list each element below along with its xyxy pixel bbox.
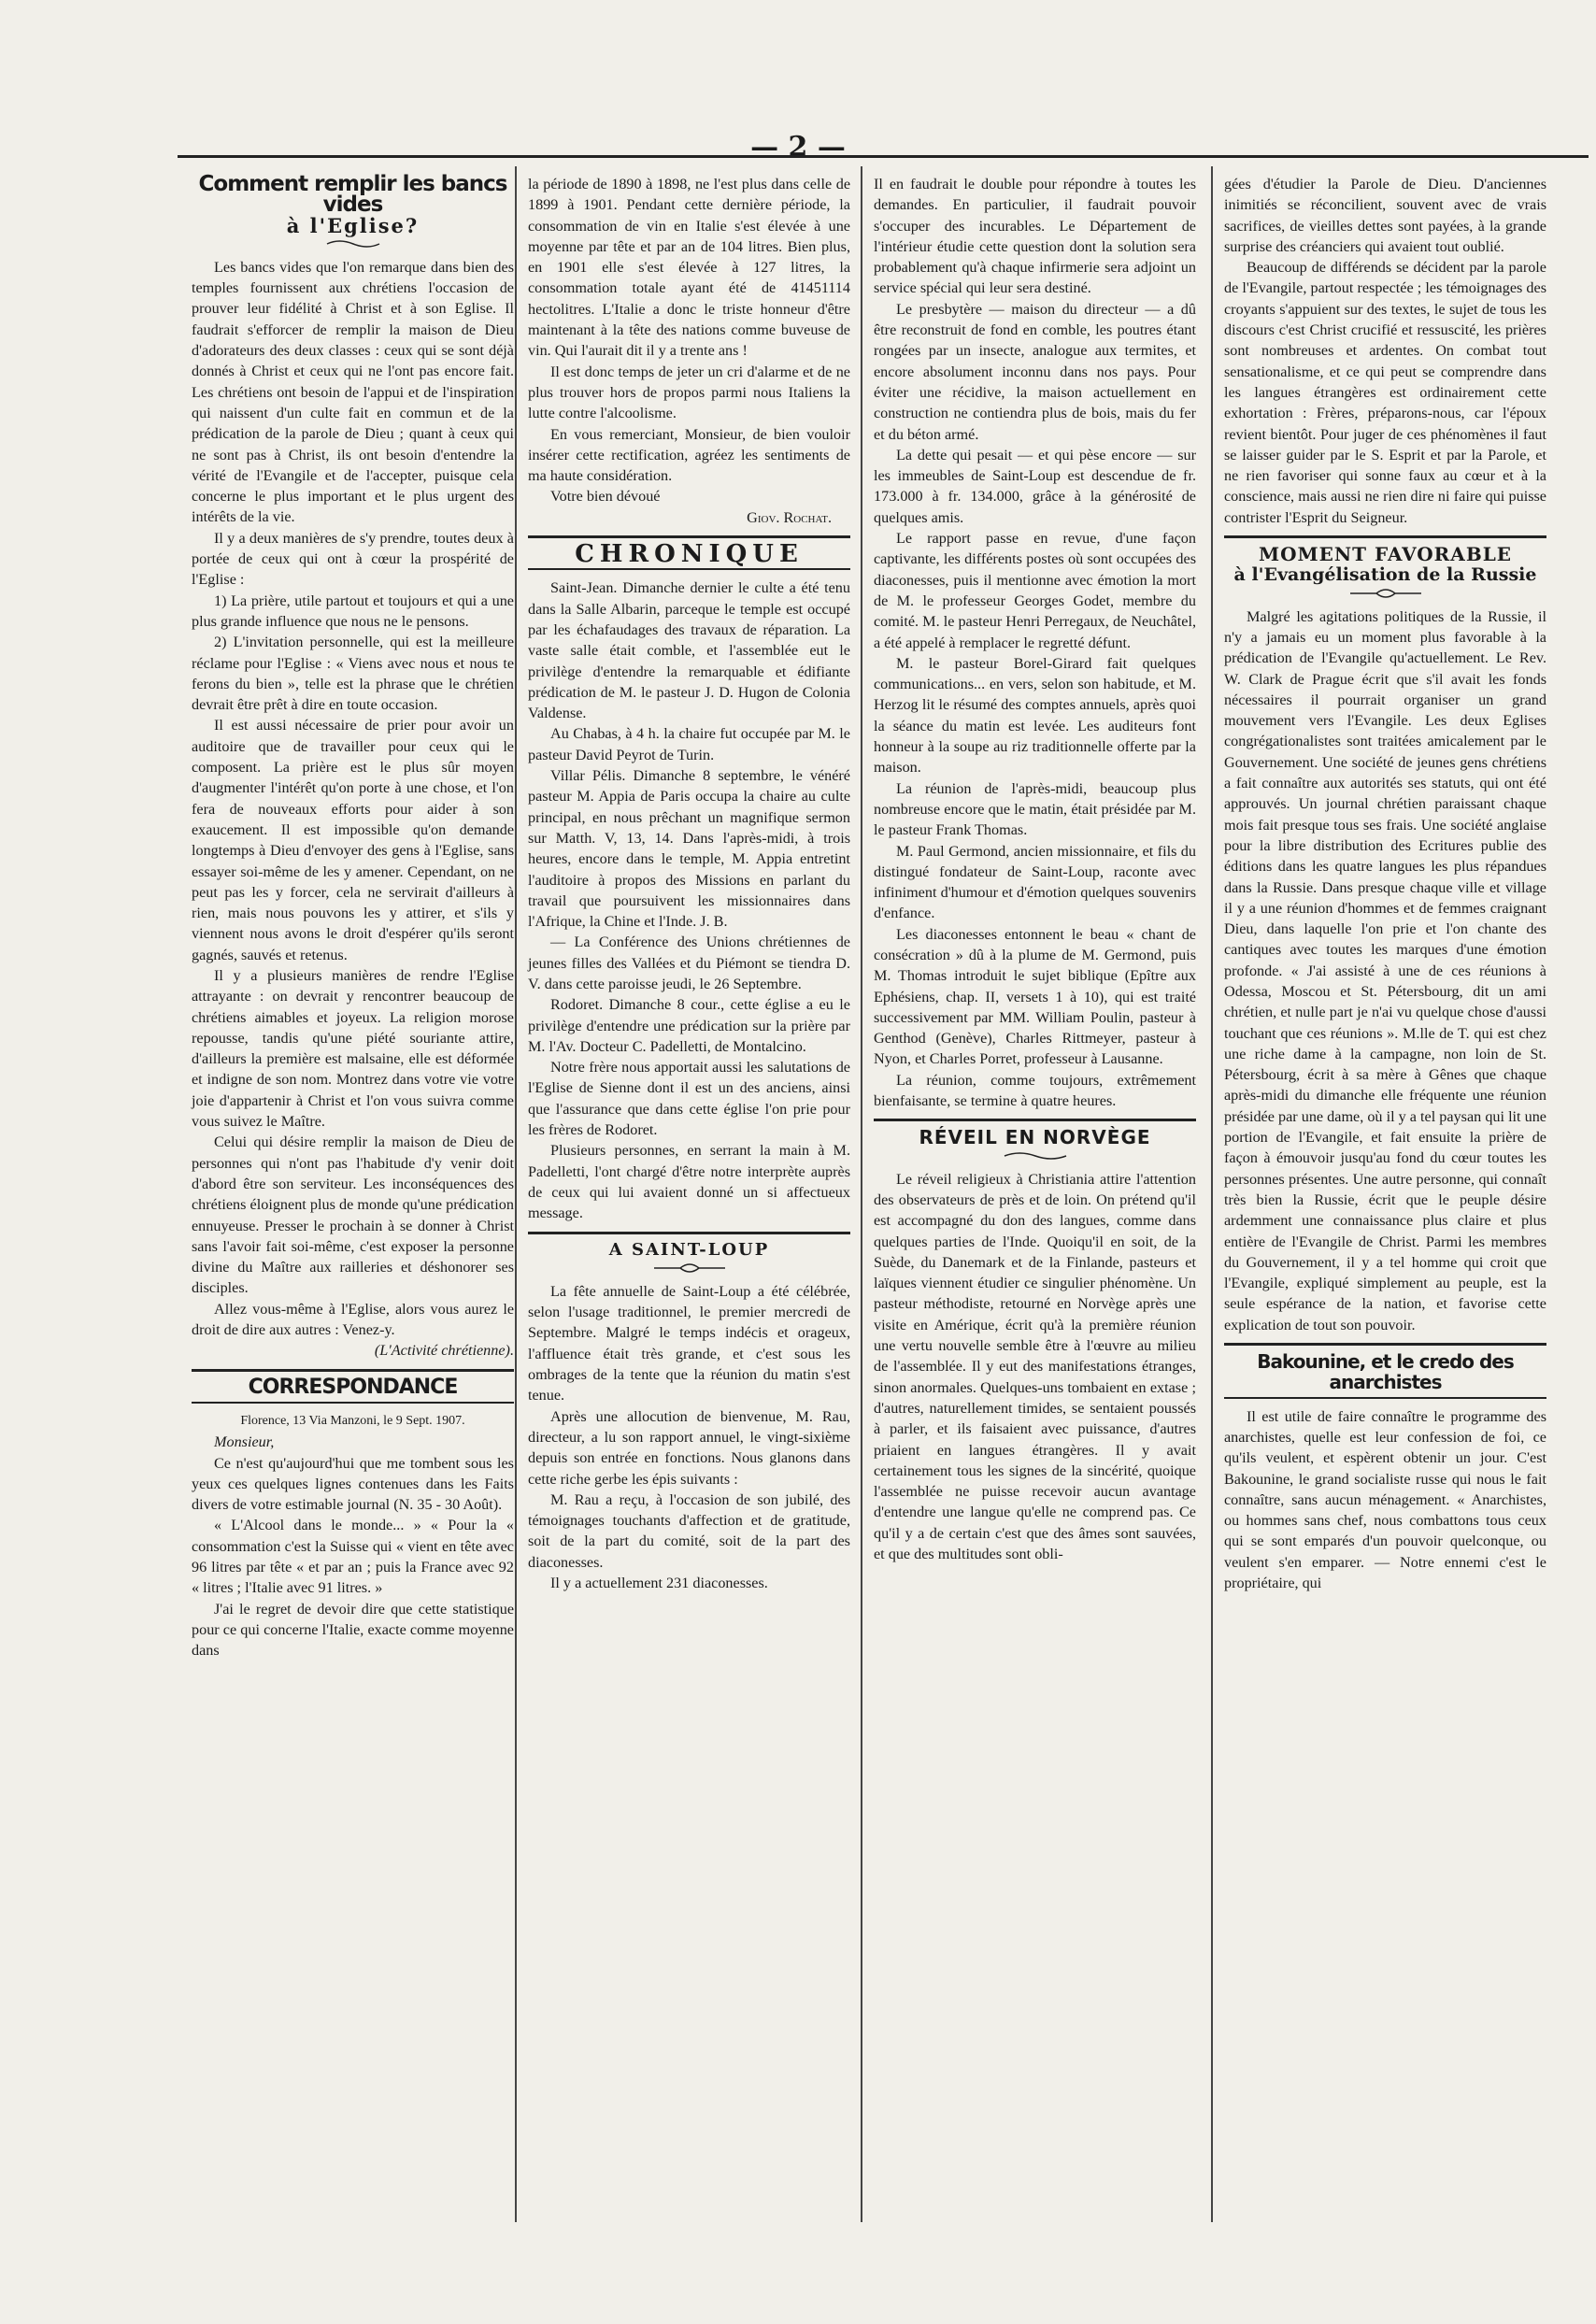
paragraph: Malgré les agitations politiques de la Russie, il n'y a jamais eu un moment plus favorable à la prédication de l'Evangile qu'actuellement. Le Rev. W. Clark de Prague écrit que s'il avait les fonds nécessaires il pourrait organiser un grand mouvement vers l'Evangile. Les deux Eglises congrégationalistes sont traitées amicalement par le Gouvernement. Une société de jeunes gens chrétiens a fait connaître aux autorités ses statuts, qui ont été approuvés. Un journal chrétien paraissant chaque mois fait presque tous ses frais. Une société anglaise pour la libre distribution des Ecritures publie des éditions dans les quatre langues les plus répandues dans la Russie. Dans presque chaque ville et village il y a une réunion d'hommes et de femmes craignant Dieu, dans laquelle l'on prie et l'on chante des cantiques avec toutes les marques d'une émotion profonde. « J'ai assisté à une de ces réunions à Odessa, Moscou et St. Pétersbourg, dit un ami chrétien, et nulle part je n'ai vu quelque chose d'aussi touchant que ces réunions ». M.lle de T. qui est chez une riche dame à la campagne, non loin de St. Pétersbourg, écrit à sa mère à Gênes que chaque après-midi du dimanche elle fréquente une réunion présidée par une dame, où il y a tel paysan qui lit une portion de l'Evangile, et fait ensuite la prière de façon à émouvoir jusqu'au fond du cœur toutes les personnes présentes. Une autre personne, qui connaît très bien la Russie, écrit que le peuple désire ardemment une connaissance plus claire et plus entière de l'Evangile de Christ. Parmi les membres du Gouvernement, il y a tel homme qui croit que l'Evangile, expliqué simplement au peuple, est la seule espérance de la nation, et favorise cette explication de tout son pouvoir.: [1224, 607, 1546, 1333]
ornament-divider: [652, 1262, 727, 1274]
paragraph: Ce n'est qu'aujourd'hui que me tombent sous les yeux ces quelques lignes contenues dans les Faits divers de votre estimable journal (N. 35 - 30 Août).: [192, 1454, 514, 1514]
paragraph: gées d'étudier la Parole de Dieu. D'anciennes inimitiés se réconcilient, souvent avec de vrais sacrifices, de vieilles dettes sont payées, à la grande surprise des créanciers qui avaient tout oublié.: [1224, 176, 1546, 255]
paragraph: La dette qui pesait — et qui pèse encore — sur les immeubles de Saint-Loup est descendue de fr. 173.000 à fr. 134.000, grâce à la générosité de quelques amis.: [874, 446, 1196, 526]
paragraph: Il y a deux manières de s'y prendre, toutes deux à portée de ceux qui ont à cœur la prospérité de l'Eglise :: [192, 529, 514, 589]
paragraph: M. Paul Germond, ancien missionnaire, et fils du distingué fondateur de Saint-Loup, raconte avec infiniment d'humour et d'émotion quelques souvenirs d'enfance.: [874, 842, 1196, 922]
section-rule: [192, 1369, 514, 1372]
section-title-correspondance: CORRESPONDANCE: [248, 1375, 458, 1399]
paragraph: la période de 1890 à 1898, ne l'est plus dans celle de 1899 à 1901. Pendant cette dernière période, la consommation de vin en Italie s'est élevée à une moyenne par tête et par an de 104 litres. Bien plus, en 1901 elle s'est élevée à 127 litres, la consommation totale ayant été de 41451114 hectolitres. L'Italie a donc le triste honneur d'être maintenant à la tête des nations comme buveuse de vin. Qui l'aurait dit il y a trente ans !: [528, 176, 850, 360]
column-3: [874, 174, 1196, 1564]
column-1: [192, 174, 514, 1661]
paragraph: Il est aussi nécessaire de prier pour avoir un auditoire que de travailler pour ceux qui le composent. La prière est le plus sûr moyen d'augmenter l'intérêt qu'on porte à une chose, et l'on fera de nouveaux efforts pour aider à son exaucement. Il est impossible qu'on demande longtemps à Dieu d'envoyer des gens à l'Eglise, sans essayer soi-même de les y amener. Cependant, on ne peut pas les y forcer, cela ne servirait d'ailleurs à rien, mais nous pouvons les y attirer, et s'ils y viennent nous avons le droit d'espérer qu'ils seront gagnés, sauvés et retenus.: [192, 717, 514, 963]
section-rule: [528, 1232, 850, 1234]
column-divider-3: [1211, 166, 1213, 2222]
paragraph: Les diaconesses entonnent le beau « chant de consécration » dû à la plume de M. Germond, puis M. Thomas introduit le sujet biblique (Epître aux Ephésiens, chap. II, versets 1 à 10), qui est traité successivement par MM. William Poulin, pasteur à Genthod (Genève), Charles Rittmeyer, pasteur à Nyon, et Charles Porret, professeur à Lausanne.: [874, 925, 1196, 1068]
page-number: — 2 —: [750, 131, 846, 164]
section-rule: [1224, 535, 1546, 538]
paragraph: Allez vous-même à l'Eglise, alors vous aurez le droit de dire aux autres : Venez-y.: [192, 1300, 514, 1339]
section-title-norvege: RÉVEIL EN NORVÈGE: [919, 1126, 1151, 1149]
section-rule: [1224, 1343, 1546, 1346]
paragraph: La fête annuelle de Saint-Loup a été célébrée, selon l'usage traditionnel, le premier mercredi de Septembre. Malgré le temps indécis et orageux, l'affluence était très grande, et c'est sous les ombrages de la tente que la réunion du matin s'est tenue.: [528, 1282, 850, 1404]
section-title-chronique: CHRONIQUE: [575, 540, 804, 569]
paragraph: 1) La prière, utile partout et toujours et qui a une plus grande influence que nous ne le pensons.: [192, 592, 514, 630]
ornament-divider: [1003, 1150, 1068, 1162]
article-title-bancs-vides: Comment remplir les bancs vides: [198, 172, 507, 218]
paragraph: M. le pasteur Borel-Girard fait quelques communications... en vers, selon son habitude, et M. Herzog lit le résumé des comptes annuels, après quoi la séance du matin est levée. Les auditeurs font honneur à la soupe au riz traditionnelle offerte par la maison.: [874, 654, 1196, 777]
column-4: [1224, 174, 1546, 1593]
article-source: (L'Activité chrétienne).: [374, 1342, 514, 1360]
paragraph: Au Chabas, à 4 h. la chaire fut occupée par M. le pasteur David Peyrot de Turin.: [528, 725, 850, 763]
paragraph: « L'Alcool dans le monde... » « Pour la « consommation c'est la Suisse qui « vient en tête avec 96 litres par tête « et par an ; puis la France avec 92 « litres ; l'Italie avec 91 litres. »: [192, 1517, 514, 1597]
paragraph: Votre bien dévoué: [550, 488, 661, 506]
salutation: Monsieur,: [214, 1433, 275, 1451]
paragraph: Les bancs vides que l'on remarque dans bien des temples fournissent aux chrétiens l'occasion de prouver leur fidélité à Christ et à son Eglise. Il faudrait s'efforcer de remplir la maison de Dieu d'adorateurs des deux classes : ceux qui se sont déjà donnés à Christ et ceux qui ne l'ont pas encore fait. Les chrétiens ont besoin de l'appui et de l'inspiration qui naissent d'un culte fait en commun et de la prédication de la parole de Dieu ; quant à ceux qui ne sont pas à Christ, ils ont besoin d'entendre la vérité de l'Evangile et de l'accepter, puisque cela concerne le plus important et le plus urgent des intérêts de la vie.: [192, 258, 514, 526]
paragraph: Villar Pélis. Dimanche 8 septembre, le vénéré pasteur M. Appia de Paris occupa la chaire au culte principal, en nous prêchant un magnifique sermon sur Matth. V, 13, 14. Dans l'après-midi, à trois heures, encore dans le temple, M. Appia entretint l'auditoire à propos des Missions en parlant du travail que poursuivent les missionnaires dans l'Afrique, la Chine et l'Inde. J. B.: [528, 767, 850, 931]
paragraph: La réunion de l'après-midi, beaucoup plus nombreuse encore que le matin, était présidée par M. le pasteur Frank Thomas.: [874, 779, 1196, 839]
paragraph: Plusieurs personnes, en serrant la main à M. Padelletti, l'ont chargé d'être notre interprète auprès de ceux qui lui avaient donné un si affectueux message.: [528, 1142, 850, 1222]
section-title-saint-loup: A SAINT-LOUP: [608, 1239, 770, 1260]
paragraph: Celui qui désire remplir la maison de Dieu de personnes qui n'ont pas l'habitude d'y venir doit d'abord être son serviteur. Les inconséquences des chrétiens éloignent plus de monde qu'une prédication ennuyeuse. Presser le prochain à se donner à Christ sans l'avoir fait soi-même, c'est exposer la personne divine du Maître aux railleries et déshonorer ses disciples.: [192, 1133, 514, 1297]
column-divider-1: [515, 166, 517, 2222]
paragraph: Le rapport passe en revue, d'une façon captivante, les différents postes où sont occupées des diaconesses, puis il mentionne avec émotion la mort de M. le professeur Georges Godet, membre du comité. M. le pasteur Henri Perregaux, de Neuchâtel, a été appelé à remplacer le regretté défunt.: [874, 530, 1196, 651]
paragraph: Le réveil religieux à Christiania attire l'attention des observateurs de près et de loin. On prétend qu'il est accompagné du don des langues, comme dans quelques parties de l'Inde. Quoiqu'il en soit, de la Suède, du Danemark et de la Finlande, pasteurs et laïques viennent étudier ce singulier phénomène. Un pasteur méthodiste, retourné en Norvège après une visite en Amérique, écrit qu'à la première réunion une vertu nouvelle semble être à l'œuvre au milieu de l'assemblée. Il y eut des manifestations étranges, sinon anormales. Quelques-uns tombaient en extase ; d'autres, naturellement timides, se sentaient poussés à parler, et ils faisaient avec puissance, d'autres priaient en langues étrangères. Il y avait certainement tous les signes de la sincérité, quoique l'assemblée ne puisse recevoir aucun avantage d'entendre une langue qu'elle ne comprend pas. Ce qu'il y a de certain c'est que des âmes sont sauvées, et que des multitudes sont obli-: [874, 1170, 1196, 1562]
paragraph: — La Conférence des Unions chrétiennes de jeunes filles des Vallées et du Piémont se tiendra D. V. dans cette paroisse jeudi, le 26 Septembre.: [528, 934, 850, 992]
paragraph: Saint-Jean. Dimanche dernier le culte a été tenu dans la Salle Albarin, parceque le temple est occupé par les échafaudages des travaux de réparation. La vaste salle était comble, et l'assemblée eut le privilège d'entendre la remarquable et édifiante prédication de M. le pasteur J. D. Hugon de Colonia Valdense.: [528, 579, 850, 722]
section-subtitle-russie: à l'Evangélisation de la Russie: [1233, 564, 1537, 586]
paragraph: Il y a actuellement 231 diaconesses.: [550, 1575, 768, 1591]
signature: Giov. Rochat.: [747, 508, 832, 526]
section-title-moment-favorable: MOMENT FAVORABLE: [1258, 543, 1513, 566]
paragraph: Il en faudrait le double pour répondre à toutes les demandes. En particulier, il faudrait pouvoir s'occuper des incurables. Le Département de l'intérieur étudie cette question dont la solution sera probablement qu'à chaque infirmerie sera adjoint un service spécial qui leur sera destiné.: [874, 176, 1196, 297]
paragraph: J'ai le regret de devoir dire que cette statistique pour ce qui concerne l'Italie, exacte comme moyenne dans: [192, 1600, 514, 1660]
paragraph: Il est donc temps de jeter un cri d'alarme et de ne plus trouver hors de propos parmi nous Italiens la lutte contre l'alcoolisme.: [528, 363, 850, 422]
paragraph: Il y a plusieurs manières de rendre l'Eglise attrayante : on devrait y rencontrer beaucoup de chrétiens aimables et joyeux. La religion morose repousse, tandis qu'une piété souriante attire, d'ailleurs la première est malsaine, elle est déformée et indigne de son nom. Montrez dans votre vie votre joie d'appartenir à Christ et l'on vous suivra comme vous suivez le Maître.: [192, 966, 514, 1131]
paragraph: M. Rau a reçu, à l'occasion de son jubilé, des témoignages touchants d'affection et de gratitude, soit de la part du comité, soit de la part des diaconesses.: [528, 1490, 850, 1571]
section-rule: [528, 535, 850, 538]
section-title-bakounine: Bakounine, et le credo des anarchistes: [1257, 1350, 1514, 1394]
paragraph: Il est utile de faire connaître le programme des anarchistes, quelle est leur confession de foi, ce qu'ils veulent, et espèrent obtenir un jour. C'est Bakounine, le grand socialiste russe qui nous le fait connaître, sans aucun ménagement. « Anarchistes, ou hommes sans chef, nous combattons tous ceux qui se sont emparés d'un pouvoir quelconque, ou veulent s'en emparer. — Notre ennemi c'est le propriétaire, qui: [1224, 1407, 1546, 1591]
article-subtitle-bancs-vides: à l'Eglise?: [286, 213, 420, 237]
paragraph: 2) L'invitation personnelle, qui est la meilleure réclame pour l'Eglise : « Viens avec nous et nous te ferons du bien », telle est la phrase que le chrétien devrait être prêt à dire en toute occasion.: [192, 634, 514, 714]
paragraph: La réunion, comme toujours, extrêmement bienfaisante, se termine à quatre heures.: [874, 1071, 1196, 1110]
section-rule: [874, 1119, 1196, 1121]
paragraph: Beaucoup de différends se décident par la parole de l'Evangile, partout respectée ; les témoignages des croyants s'appuient sur des textes, le sujet de tous les discours c'est Christ crucifié et ressuscité, les prières sont nombreuses et ardentes. On combat tout sensationalisme, et ce qui peut se comprendre dans les langues étrangères est ordinairement cette exhortation : Frères, préparons-nous, car l'époux revient bientôt. Pour juger de ces phénomènes il faut se laisser guider par le S. Esprit et par la Parole, et ne rien favoriser qui sonne faux au cœur et à la conscience, mais aussi ne rien dire ni faire qui puisse contrister l'Esprit du Seigneur.: [1224, 259, 1546, 526]
column-2: [528, 174, 850, 1593]
paragraph: Après une allocution de bienvenue, M. Rau, directeur, a lu son rapport annuel, le vingt-sixième depuis son entrée en fonctions. Nous glanons dans cette riche gerbe les épis suivants :: [528, 1407, 850, 1488]
ornament-divider: [325, 238, 381, 250]
dateline: Florence, 13 Via Manzoni, le 9 Sept. 1907.: [240, 1413, 465, 1428]
section-rule: [1224, 1397, 1546, 1399]
section-rule: [192, 1402, 514, 1404]
paragraph: Rodoret. Dimanche 8 cour., cette église a eu le privilège d'entendre une prédication sur la prière par M. l'Av. Docteur C. Padelletti, de Montalcino.: [528, 996, 850, 1055]
paragraph: En vous remerciant, Monsieur, de bien vouloir insérer cette rectification, agréez les sentiments de ma haute considération.: [528, 425, 850, 485]
top-rule: [178, 155, 1589, 158]
ornament-divider: [1348, 588, 1423, 599]
section-rule: [528, 568, 850, 570]
paragraph: Notre frère nous apportait aussi les salutations de l'Eglise de Sienne dont il est un des anciens, ainsi que l'assurance que dans cette église l'on prie pour les frères de Rodoret.: [528, 1059, 850, 1139]
column-divider-2: [861, 166, 862, 2222]
paragraph: Le presbytère — maison du directeur — a dû être reconstruit de fond en comble, les poutres étant rongées par un insecte, analogue aux termites, et encore absolument inconnu dans nos pays. Pour éviter une récidive, la maison actuellement en construction ne contiendra plus de bois, mais du fer et du béton armé.: [874, 300, 1196, 443]
